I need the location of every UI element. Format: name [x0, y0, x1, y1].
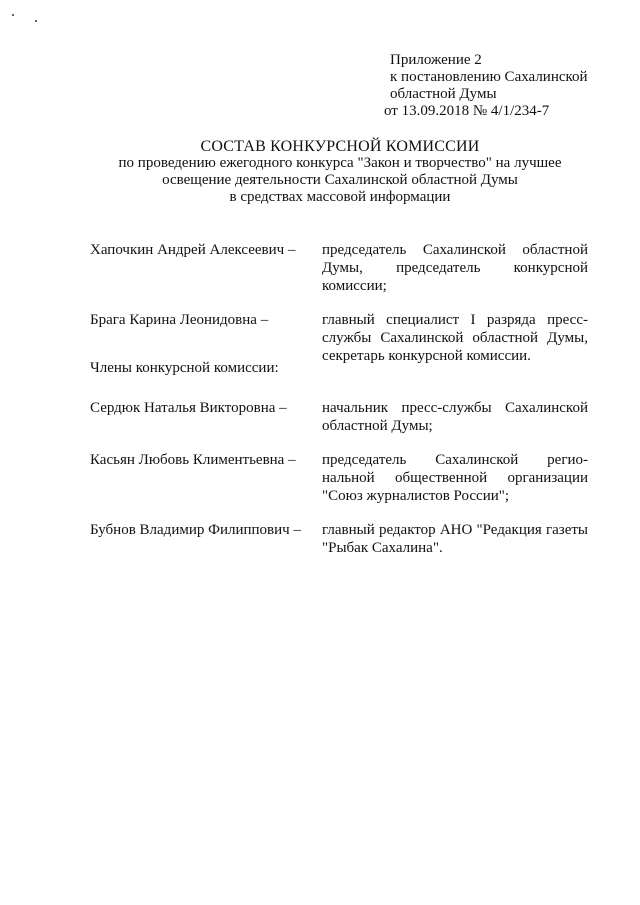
member-name: Брага Карина Леонидовна –: [90, 312, 269, 328]
scan-speck: [35, 20, 37, 22]
member-role: председатель Сахалинской областной Думы, председатель конкурсной комиссии;: [322, 242, 588, 294]
annex-number: Приложение 2: [390, 52, 482, 68]
annex-reference: к постановлению Сахалинской: [390, 69, 588, 85]
member-name: Хапочкин Андрей Алексеевич –: [90, 242, 296, 258]
title-main: СОСТАВ КОНКУРСНОЙ КОМИССИИ: [200, 138, 480, 155]
member-role: главный специалист I разряда пресс-службы Сахалинской областной Думы, секретарь конкурсной комиссии.: [322, 312, 588, 364]
member-name: Бубнов Владимир Филиппович –: [90, 522, 301, 538]
member-role: председатель Сахалинской регио-нальной общественной организации "Союз журналистов России";: [322, 452, 588, 504]
annex-header: [384, 52, 624, 120]
member-name: Касьян Любовь Климентьевна –: [90, 452, 296, 468]
members-label: Члены конкурсной комиссии:: [90, 360, 279, 376]
annex-date: от 13.09.2018 № 4/1/234-7: [384, 103, 550, 119]
member-role: главный редактор АНО "Редакция газеты "Рыбак Сахалина".: [322, 522, 588, 556]
title-line-2: по проведению ежегодного конкурса "Закон и творчество" на лучшее: [118, 155, 562, 171]
member-role: начальник пресс-службы Сахалинской областной Думы;: [322, 400, 588, 434]
annex-body: областной Думы: [390, 86, 497, 102]
document-title: [90, 138, 590, 206]
member-name: Сердюк Наталья Викторовна –: [90, 400, 287, 416]
title-line-3: освещение деятельности Сахалинской областной Думы: [162, 172, 518, 188]
title-line-4: в средствах массовой информации: [229, 189, 451, 205]
scan-speck: [12, 14, 14, 16]
